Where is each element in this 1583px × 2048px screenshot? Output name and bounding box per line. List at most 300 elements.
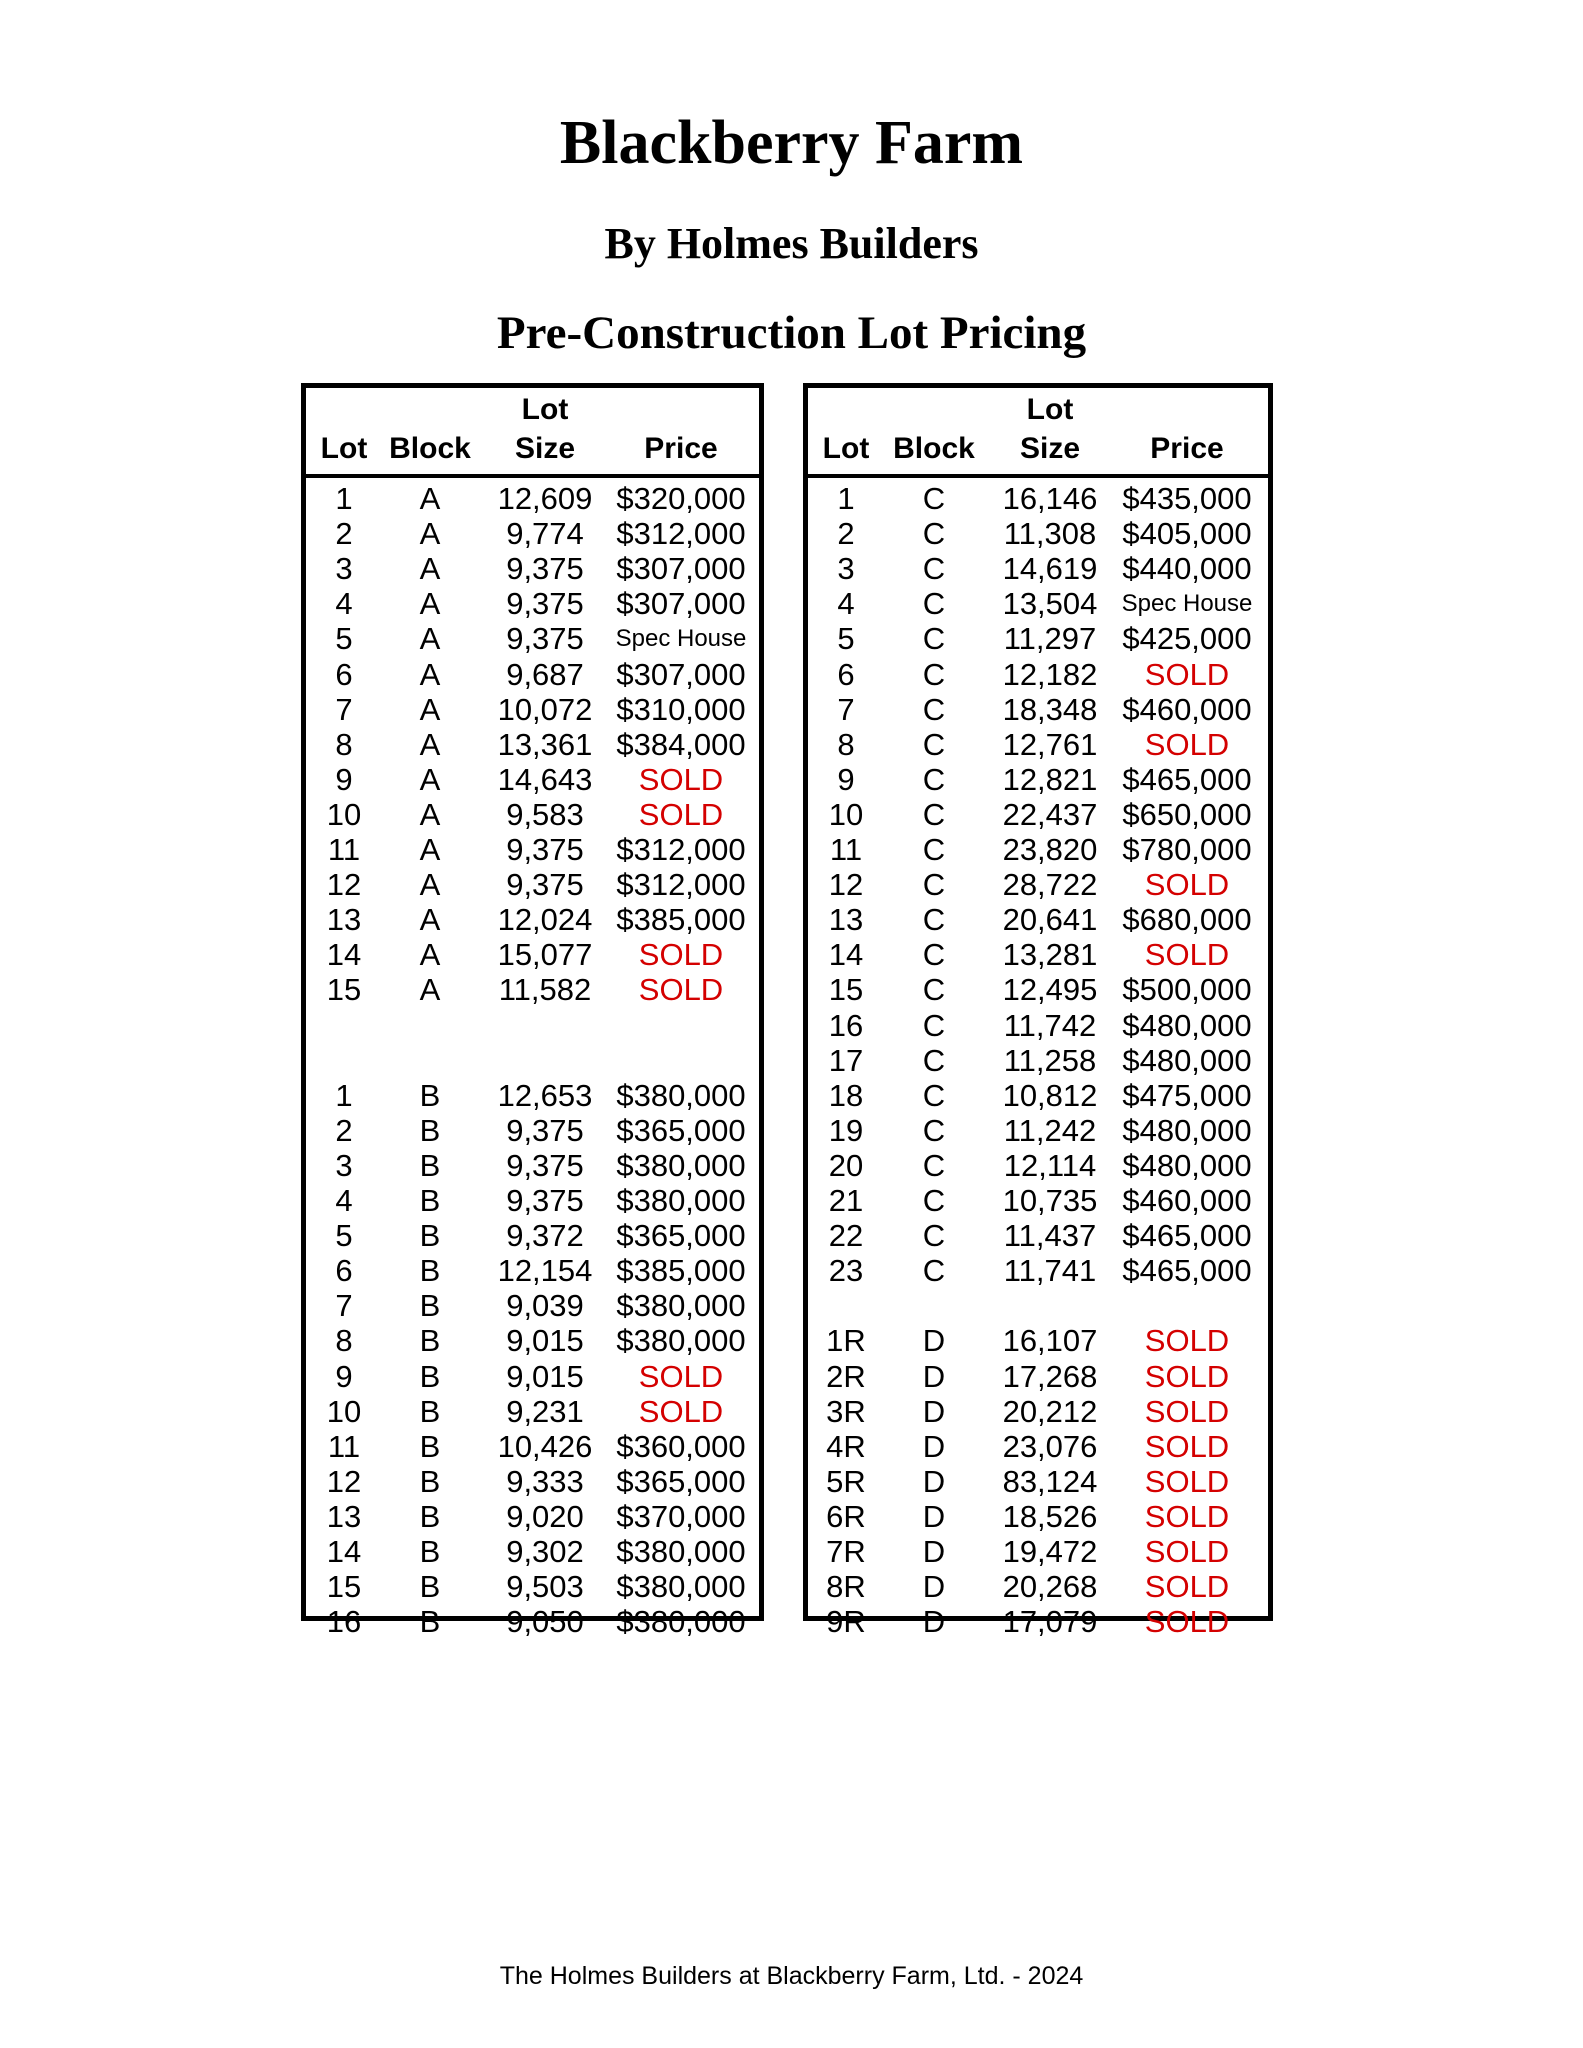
lot-number-cell: 6R <box>826 1498 866 1534</box>
block-cell: D <box>922 1393 946 1429</box>
lot-size-cell: 18,526 <box>1002 1498 1098 1534</box>
lot-number-cell: 5 <box>335 621 353 657</box>
lot-size-cell: 9,020 <box>506 1498 584 1534</box>
price-cell: $385,000 <box>616 902 746 938</box>
price-cell: $312,000 <box>616 516 746 552</box>
lot-size-cell: 10,812 <box>1002 1077 1098 1113</box>
table-row <box>306 902 759 937</box>
column-header-size-top: Lot <box>521 393 569 426</box>
lot-number-cell: 5 <box>335 1218 353 1254</box>
price-cell: SOLD <box>1144 937 1230 973</box>
lot-number-cell: 4R <box>826 1428 866 1464</box>
block-cell: C <box>922 726 946 762</box>
lot-size-cell: 13,361 <box>497 726 593 762</box>
price-cell: $380,000 <box>616 1569 746 1605</box>
price-cell: $380,000 <box>616 1323 746 1359</box>
block-cell: A <box>419 972 441 1008</box>
block-cell: C <box>922 691 946 727</box>
block-cell: A <box>419 621 441 657</box>
table-row <box>808 1253 1268 1288</box>
lot-size-cell: 12,154 <box>497 1253 593 1289</box>
lot-size-cell: 9,302 <box>506 1534 584 1569</box>
lot-size-cell: 20,212 <box>1002 1393 1098 1429</box>
lot-size-cell: 13,504 <box>1002 586 1098 622</box>
price-cell: $475,000 <box>1122 1077 1252 1113</box>
lot-size-cell: 12,182 <box>1002 656 1098 692</box>
lot-number-cell: 8R <box>826 1569 866 1605</box>
column-header-block: Block <box>893 432 975 465</box>
table-header <box>306 388 759 478</box>
table-row <box>306 832 759 867</box>
block-cell: C <box>922 656 946 692</box>
lot-size-cell: 9,015 <box>506 1358 584 1394</box>
lot-number-cell: 9 <box>837 761 855 797</box>
price-cell: $307,000 <box>616 586 746 622</box>
block-cell: D <box>922 1463 946 1499</box>
table-row <box>306 1499 759 1534</box>
table-row <box>808 1534 1268 1569</box>
lot-number-cell: 22 <box>828 1218 864 1254</box>
lot-size-cell: 14,643 <box>497 761 593 797</box>
table-row <box>808 1218 1268 1253</box>
block-cell: A <box>419 867 441 903</box>
table-row <box>808 867 1268 902</box>
block-cell: C <box>922 1112 946 1148</box>
lot-size-cell: 20,268 <box>1002 1569 1098 1605</box>
table-row <box>808 1429 1268 1464</box>
lot-number-cell: 3R <box>826 1393 866 1429</box>
table-row <box>808 1499 1268 1534</box>
price-cell: $425,000 <box>1122 621 1252 657</box>
lot-size-cell: 9,774 <box>506 516 584 552</box>
block-cell: C <box>922 832 946 867</box>
price-cell: $780,000 <box>1122 832 1252 867</box>
block-cell: A <box>419 551 441 587</box>
table-row <box>306 1464 759 1499</box>
price-cell: $385,000 <box>616 1253 746 1289</box>
block-cell: B <box>419 1463 441 1499</box>
table-row <box>808 797 1268 832</box>
table-row <box>306 762 759 797</box>
price-cell: SOLD <box>1144 1323 1230 1359</box>
column-header-price: Price <box>1150 432 1224 465</box>
lot-number-cell: 9 <box>335 761 353 797</box>
lot-number-cell: 21 <box>828 1183 864 1218</box>
table-row <box>306 1394 759 1429</box>
table-row <box>306 586 759 621</box>
block-cell: A <box>419 726 441 762</box>
table-row <box>808 832 1268 867</box>
lot-number-cell: 12 <box>326 1463 362 1499</box>
lot-size-cell: 10,072 <box>497 691 593 727</box>
table-row <box>808 1394 1268 1429</box>
table-row <box>808 762 1268 797</box>
lot-size-cell: 12,761 <box>1002 726 1098 762</box>
lot-size-cell: 11,258 <box>1003 1042 1097 1078</box>
lot-size-cell: 9,039 <box>506 1288 584 1324</box>
table-row <box>306 1323 759 1358</box>
block-cell: C <box>922 867 946 903</box>
block-cell: C <box>922 761 946 797</box>
price-cell: $320,000 <box>616 481 746 516</box>
price-cell: $465,000 <box>1122 1218 1252 1254</box>
lot-size-cell: 11,297 <box>1003 621 1097 657</box>
lot-size-cell: 11,308 <box>1003 516 1097 552</box>
table-row <box>306 621 759 656</box>
block-cell: C <box>922 1253 946 1289</box>
lot-number-cell: 23 <box>828 1253 864 1289</box>
price-cell: SOLD <box>638 972 724 1008</box>
block-cell: C <box>922 516 946 552</box>
price-cell: $460,000 <box>1122 691 1252 727</box>
table-row <box>306 657 759 692</box>
price-cell: $465,000 <box>1122 761 1252 797</box>
lot-size-cell: 11,582 <box>498 972 592 1008</box>
block-cell: C <box>922 1183 946 1218</box>
block-cell: A <box>419 586 441 622</box>
block-cell: D <box>922 1534 946 1569</box>
lot-number-cell: 4 <box>335 586 353 622</box>
block-cell: B <box>419 1534 441 1569</box>
table-row <box>306 551 759 586</box>
lot-size-cell: 12,653 <box>497 1077 593 1113</box>
price-cell: $435,000 <box>1122 481 1252 516</box>
lot-number-cell: 12 <box>326 867 362 903</box>
lot-size-cell: 9,372 <box>506 1218 584 1254</box>
table-row <box>808 972 1268 1007</box>
price-cell: $680,000 <box>1122 902 1252 938</box>
table-row <box>306 867 759 902</box>
block-cell: B <box>419 1604 441 1640</box>
lot-size-cell: 14,619 <box>1002 551 1098 587</box>
lot-size-cell: 23,076 <box>1002 1428 1098 1464</box>
lot-number-cell: 8 <box>335 726 353 762</box>
price-cell: $650,000 <box>1122 796 1252 832</box>
lot-number-cell: 19 <box>828 1112 864 1148</box>
price-cell: SOLD <box>1144 1498 1230 1534</box>
lot-number-cell: 4 <box>837 586 855 622</box>
lot-number-cell: 9R <box>826 1604 866 1640</box>
lot-number-cell: 2 <box>837 516 855 552</box>
lot-size-cell: 12,495 <box>1002 972 1098 1008</box>
price-cell: SOLD <box>1144 1428 1230 1464</box>
lot-size-cell: 9,375 <box>506 1112 584 1148</box>
lot-number-cell: 12 <box>828 867 864 903</box>
table-row <box>306 1148 759 1183</box>
price-cell: SOLD <box>1144 1604 1230 1640</box>
lot-number-cell: 15 <box>326 1569 362 1605</box>
block-cell: B <box>419 1218 441 1254</box>
lot-number-cell: 3 <box>837 551 855 587</box>
lot-size-cell: 13,281 <box>1002 937 1098 973</box>
table-row <box>808 1148 1268 1183</box>
price-cell: SOLD <box>638 1358 724 1394</box>
lot-size-cell: 9,583 <box>506 796 584 832</box>
price-cell: $480,000 <box>1122 1112 1252 1148</box>
block-cell: B <box>419 1147 441 1183</box>
block-cell: A <box>419 937 441 973</box>
lot-size-cell: 9,375 <box>506 621 584 657</box>
block-cell: D <box>922 1428 946 1464</box>
block-cell: B <box>419 1428 441 1464</box>
table-row <box>808 1113 1268 1148</box>
lot-number-cell: 1R <box>826 1323 866 1359</box>
price-cell: SOLD <box>638 796 724 832</box>
lot-size-cell: 9,375 <box>506 867 584 903</box>
lot-number-cell: 7 <box>335 1288 353 1324</box>
block-cell: C <box>922 1218 946 1254</box>
table-row <box>306 1008 759 1043</box>
price-cell: $380,000 <box>616 1288 746 1324</box>
table-row <box>306 1253 759 1288</box>
block-cell: A <box>419 691 441 727</box>
lot-number-cell: 15 <box>828 972 864 1008</box>
price-cell: $480,000 <box>1122 1007 1252 1043</box>
lot-number-cell: 16 <box>828 1007 864 1043</box>
lot-number-cell: 14 <box>326 937 362 973</box>
price-cell: $380,000 <box>616 1183 746 1218</box>
lot-size-cell: 20,641 <box>1002 902 1098 938</box>
price-cell: Spec House <box>1121 590 1253 618</box>
table-row <box>808 621 1268 656</box>
price-cell: $440,000 <box>1122 551 1252 587</box>
price-cell: Spec House <box>615 625 747 653</box>
price-cell: $465,000 <box>1122 1253 1252 1289</box>
price-cell: SOLD <box>638 761 724 797</box>
lot-size-cell: 15,077 <box>497 937 593 973</box>
table-row <box>306 1183 759 1218</box>
table-row <box>306 1429 759 1464</box>
lot-size-cell: 9,015 <box>506 1323 584 1359</box>
block-cell: C <box>922 1007 946 1043</box>
table-row <box>306 481 759 516</box>
table-row <box>306 1288 759 1323</box>
lot-size-cell: 9,333 <box>506 1463 584 1499</box>
block-cell: A <box>419 516 441 552</box>
block-cell: D <box>922 1569 946 1605</box>
price-cell: $370,000 <box>616 1498 746 1534</box>
lot-size-cell: 28,722 <box>1002 867 1098 903</box>
block-cell: B <box>419 1253 441 1289</box>
column-header-lot: Lot <box>320 432 368 465</box>
lot-size-cell: 9,503 <box>506 1569 584 1605</box>
block-cell: C <box>922 551 946 587</box>
lot-number-cell: 2 <box>335 516 353 552</box>
block-cell: B <box>419 1393 441 1429</box>
price-cell: $365,000 <box>616 1112 746 1148</box>
lot-size-cell: 10,735 <box>1002 1183 1098 1218</box>
lot-number-cell: 2 <box>335 1112 353 1148</box>
column-header-block: Block <box>389 432 471 465</box>
lot-number-cell: 1 <box>335 481 353 516</box>
table-row <box>808 1183 1268 1218</box>
price-cell: SOLD <box>1144 1463 1230 1499</box>
block-cell: C <box>922 796 946 832</box>
price-cell: $307,000 <box>616 551 746 587</box>
lot-number-cell: 7 <box>335 691 353 727</box>
block-cell: B <box>419 1183 441 1218</box>
table-row <box>306 692 759 727</box>
table-row <box>306 937 759 972</box>
lot-size-cell: 16,107 <box>1002 1323 1098 1359</box>
lot-size-cell: 23,820 <box>1002 832 1098 867</box>
lot-number-cell: 3 <box>335 551 353 587</box>
price-cell: $380,000 <box>616 1534 746 1569</box>
lot-size-cell: 9,375 <box>506 1183 584 1218</box>
lot-number-cell: 8 <box>837 726 855 762</box>
table-row <box>808 551 1268 586</box>
lot-size-cell: 9,050 <box>506 1604 584 1640</box>
lot-number-cell: 6 <box>335 656 353 692</box>
price-cell: SOLD <box>1144 726 1230 762</box>
lot-number-cell: 5 <box>837 621 855 657</box>
lot-number-cell: 13 <box>326 1498 362 1534</box>
price-cell: $460,000 <box>1122 1183 1252 1218</box>
lot-table-left <box>301 383 764 1640</box>
lot-size-cell: 9,375 <box>506 832 584 867</box>
price-cell: SOLD <box>638 1393 724 1429</box>
lot-number-cell: 16 <box>326 1604 362 1640</box>
table-row <box>306 972 759 1007</box>
lot-size-cell: 17,268 <box>1002 1358 1098 1394</box>
lot-size-cell: 12,024 <box>497 902 593 938</box>
block-cell: B <box>419 1288 441 1324</box>
price-cell: SOLD <box>1144 867 1230 903</box>
lot-number-cell: 20 <box>828 1147 864 1183</box>
table-row <box>306 1218 759 1253</box>
block-cell: D <box>922 1323 946 1359</box>
lot-number-cell: 18 <box>828 1077 864 1113</box>
lot-number-cell: 10 <box>326 796 362 832</box>
lot-size-cell: 22,437 <box>1002 796 1098 832</box>
price-cell: SOLD <box>638 937 724 973</box>
price-cell: $405,000 <box>1122 516 1252 552</box>
lot-size-cell: 83,124 <box>1002 1463 1098 1499</box>
block-cell: A <box>419 481 441 516</box>
lot-size-cell: 17,079 <box>1002 1604 1098 1640</box>
block-cell: C <box>922 586 946 622</box>
lot-size-cell: 9,375 <box>506 551 584 587</box>
table-row <box>808 657 1268 692</box>
table-row <box>808 1359 1268 1394</box>
lot-number-cell: 10 <box>828 796 864 832</box>
lot-size-cell: 19,472 <box>1002 1534 1098 1569</box>
block-cell: B <box>419 1323 441 1359</box>
price-cell: SOLD <box>1144 1569 1230 1605</box>
table-row <box>306 516 759 551</box>
lot-number-cell: 9 <box>335 1358 353 1394</box>
lot-number-cell: 11 <box>327 1428 361 1464</box>
price-cell: SOLD <box>1144 1358 1230 1394</box>
block-cell: D <box>922 1498 946 1534</box>
table-header <box>808 388 1268 478</box>
price-cell: $310,000 <box>616 691 746 727</box>
table-row <box>808 902 1268 937</box>
table-row <box>808 1464 1268 1499</box>
table-row <box>808 1043 1268 1078</box>
price-cell: $312,000 <box>616 832 746 867</box>
table-row <box>306 1569 759 1604</box>
document-subtitle: By Holmes Builders <box>604 219 979 268</box>
block-cell: C <box>922 621 946 657</box>
lot-number-cell: 15 <box>326 972 362 1008</box>
block-cell: D <box>922 1604 946 1640</box>
lot-size-cell: 9,375 <box>506 586 584 622</box>
table-row <box>808 937 1268 972</box>
lot-number-cell: 2R <box>826 1358 866 1394</box>
table-row <box>306 727 759 762</box>
price-cell: $365,000 <box>616 1463 746 1499</box>
price-cell: $500,000 <box>1122 972 1252 1008</box>
block-cell: A <box>419 832 441 867</box>
column-header-lot: Lot <box>822 432 870 465</box>
lot-number-cell: 17 <box>828 1042 864 1078</box>
block-cell: A <box>419 796 441 832</box>
block-cell: C <box>922 1147 946 1183</box>
lot-table-right <box>803 383 1273 1640</box>
price-cell: $380,000 <box>616 1604 746 1640</box>
lot-size-cell: 12,114 <box>1003 1147 1097 1183</box>
lot-number-cell: 3 <box>335 1147 353 1183</box>
table-row <box>808 586 1268 621</box>
lot-size-cell: 11,742 <box>1003 1007 1097 1043</box>
price-cell: $380,000 <box>616 1147 746 1183</box>
price-cell: SOLD <box>1144 1393 1230 1429</box>
price-cell: $360,000 <box>616 1428 746 1464</box>
column-header-price: Price <box>644 432 718 465</box>
table-row <box>306 1078 759 1113</box>
block-cell: A <box>419 761 441 797</box>
lot-number-cell: 14 <box>828 937 864 973</box>
lot-number-cell: 4 <box>335 1183 353 1218</box>
block-cell: C <box>922 1042 946 1078</box>
lot-number-cell: 11 <box>327 832 361 867</box>
lot-number-cell: 13 <box>828 902 864 938</box>
table-row <box>808 1008 1268 1043</box>
table-row <box>808 1569 1268 1604</box>
block-cell: B <box>419 1498 441 1534</box>
block-cell: C <box>922 902 946 938</box>
lot-number-cell: 11 <box>829 832 863 867</box>
price-cell: $312,000 <box>616 867 746 903</box>
table-row <box>306 797 759 832</box>
lot-size-cell: 12,821 <box>1002 761 1098 797</box>
table-row <box>808 516 1268 551</box>
lot-number-cell: 6 <box>837 656 855 692</box>
column-header-size-bottom: Size <box>514 432 576 465</box>
table-row <box>306 1604 759 1639</box>
block-cell: B <box>419 1569 441 1605</box>
table-row <box>808 1604 1268 1639</box>
block-cell: C <box>922 481 946 516</box>
block-cell: C <box>922 972 946 1008</box>
price-cell: $480,000 <box>1122 1147 1252 1183</box>
lot-size-cell: 9,375 <box>506 1147 584 1183</box>
lot-size-cell: 9,231 <box>506 1393 584 1429</box>
lot-number-cell: 8 <box>335 1323 353 1359</box>
block-cell: D <box>922 1358 946 1394</box>
block-cell: C <box>922 937 946 973</box>
lot-number-cell: 10 <box>326 1393 362 1429</box>
document-footer: The Holmes Builders at Blackberry Farm, Ltd. - 2024 <box>499 1962 1084 1990</box>
table-row <box>306 1043 759 1078</box>
block-cell: B <box>419 1077 441 1113</box>
table-row <box>306 1534 759 1569</box>
lot-number-cell: 7 <box>837 691 855 727</box>
lot-number-cell: 6 <box>335 1253 353 1289</box>
table-row <box>808 1323 1268 1358</box>
pricing-heading: Pre-Construction Lot Pricing <box>496 307 1087 359</box>
